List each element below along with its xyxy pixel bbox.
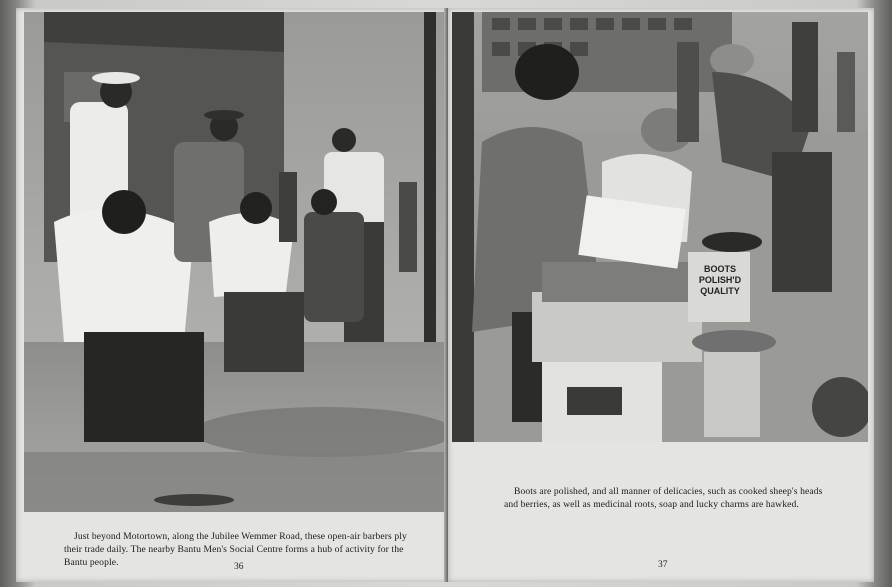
left-page [16,8,448,582]
market-photo-graphic [452,12,868,442]
page-number-36: 36 [234,562,244,572]
page-number-37: 37 [658,560,668,570]
right-page [448,8,874,582]
barbers-photo-graphic [24,12,448,512]
boots-sign-text: BOOTS POLISH'D QUALITY [698,264,742,296]
barbers-photo [24,12,448,512]
market-photo [452,12,868,442]
right-caption: Boots are polished, and all manner of delicacies, such as cooked sheep's heads and berries, as well as medicinal roots, soap and lucky charms are hawked. [504,485,823,510]
left-caption: Just beyond Motortown, along the Jubilee Wemmer Road, these open-air barbers ply their trade daily. The nearby Bantu Men's Social Centre forms a hub of activity for the Bantu people. [64,530,407,568]
